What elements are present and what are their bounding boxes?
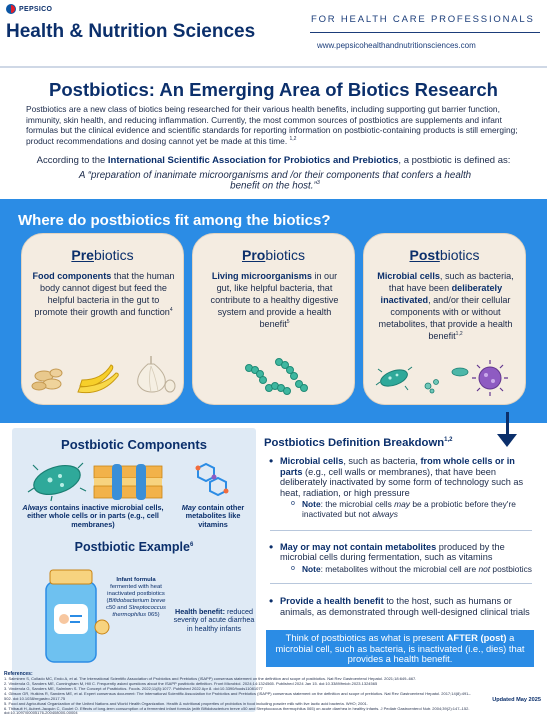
metabolites-icon [186, 460, 236, 502]
reference-item: 5. Food and Agricultural Organization of the United Nations and World Health Organization. Health & nutritional properties of probiotics in food including powder milk with live lactic acid bacteria. WHO; 2001. [4, 700, 368, 706]
example-title: Postbiotic Example$^6$ [74, 540, 194, 554]
food-components-illustration [30, 346, 177, 396]
cell-fragment-icon [425, 380, 439, 394]
card-text-prebiotics: Food components that the human body cannot digest but feed the helpful bacteria in the gut to promote their growth and function$^4$ [32, 271, 175, 317]
reference-item: 6. Thibault H, Aubert-Jacquin C, Goulet O. Effects of long-term consumption of a fermented infant formula (with Bifidobacterium breve c50 and Streptococcus thermophilus 065) on acute diarrhea in healthy infants. J Pediatr Gastroenterol Nutr. 2004;39(2):147–152. doi:10.1097/00005176-200408000-00004 [4, 705, 470, 716]
card-text-probiotics: Living microorganisms in our gut, like helpful bacteria, that contribute to a healthy digestive system and provide a health benefit$^5$ [210, 271, 339, 329]
reference-item: 1. Salminen S, Collado MC, Endo A, et al. The International Scientific Association of Probiotics and Prebiotics (ISAPP) consensus statement on the definition and scope of postbiotics. Nat Rev Gastroenterol Hepatol. 2021;18:649–667. [4, 676, 417, 682]
definition-divider [270, 583, 532, 584]
definition-item-cells: • Microbial cells, such as bacteria, from whole cells or in parts (e.g., cell walls or membranes), that have been deliberately inactivated by some form of technology such as heat, radiation, or high pressure o Note: the microbial cells may be a probiotic before they're inactivated but not always [266, 456, 538, 520]
components-caption-may: May contain other metabolites like vitamins [181, 503, 245, 529]
card-title-postbiotics: Postbiotics [409, 247, 480, 263]
pepsico-logo-icon [6, 4, 16, 14]
virus-cell-icon [472, 360, 508, 396]
references [4, 671, 474, 716]
callout-box: Think of postbiotics as what is present AFTER (post) a microbial cell, such as bacteria, is inactivated (i.e., dies) that provides a health benefit. [266, 630, 534, 667]
intro-paragraph: Postbiotics are a new class of biotics being researched for their various health benefits, including supporting gut barrier function, immunity, skin health, and reducing inflammation. Currently, the most common sources of postbiotics are supplements and infant formulas but the clinical evidence and scientific standards for reporting information on postbiotic-containing products is still emerging; product recommendations and dosing cannot yet be made at this time. $^{1,2}$ [26, 104, 518, 147]
isapp-org: International Scientific Association for Probiotics and Prebiotics [107, 155, 399, 166]
card-title-prebiotics: Prebiotics [71, 247, 134, 263]
inactive-bacterium-icon [376, 367, 412, 390]
cell-membrane-icon [92, 462, 164, 502]
components-caption-always: Always contains inactive microbial cells, either whole cells or in parts (e.g., cell membranes) [22, 503, 164, 529]
definition-divider [270, 530, 532, 531]
biotics-section-title: Where do postbiotics fit among the biotics? [18, 212, 331, 229]
top-divider [0, 66, 547, 68]
oats-icon [32, 369, 62, 390]
infant-formula-icon [40, 566, 102, 666]
bottle-caption: Infant formula fermented with heat inactivated postbiotics (Bifidobacterium breve c50 and Streptococcus thermophilus 065) [106, 577, 166, 618]
references-heading: References: [4, 671, 33, 677]
components-title: Postbiotic Components [61, 437, 207, 452]
definition-item-benefit: • Provide a health benefit to the host, such as humans or animals, as demonstrated through well-designed clinical trials [266, 596, 538, 617]
card-postbiotics [363, 233, 526, 405]
reference-item: 2. Vinderola G, Sanders ME, Cunningham M, Hill C. Frequently asked questions about the ISAPP postbiotic definition. Front Microbiol. 2024;14:1324565. Published 2024 Jan 15. doi:10.3389/fmicb.2023.1324565 [4, 681, 378, 687]
definition-note-metabolites: o Note: metabolites without the microbial cell are not postbiotics [280, 565, 538, 575]
updated-date: Updated May 2025 [492, 697, 541, 703]
card-text-postbiotics: Microbial cells, such as bacteria, that have been deliberately inactivated, and/or their cellular components with or without metabolites, that provide a health benefit$^{1,2}$ [377, 271, 514, 341]
brand-title: Health & Nutrition Sciences [6, 21, 256, 42]
banana-icon [78, 365, 118, 393]
definition-list [266, 456, 538, 628]
page-title: Postbiotics: An Emerging Area of Biotics Research [49, 79, 498, 100]
brand-name: PEPSICO [19, 5, 53, 13]
inactivated-bacteria-illustration [372, 346, 519, 396]
website-link[interactable]: www.pepsicohealthandnutritionsciences.com [317, 41, 476, 50]
definition-item-metabolites: • May or may not contain metabolites produced by the microbial cells during fermentation, such as vitamins o Note: metabolites without the microbial cell are not postbiotics [266, 542, 538, 575]
isapp-line: According to the International Scientific Association for Probiotics and Prebiotics, a postbiotic is defined as: [36, 155, 511, 166]
garlic-icon [138, 356, 175, 392]
definition-quote: A “preparation of inanimate microorganisms and /or their components that confers a health benefit on the host.”$^3$ [78, 170, 472, 192]
bacteria-chain-icon [246, 359, 308, 395]
arrow-down-icon [497, 434, 517, 447]
site-header [0, 0, 547, 62]
bacteria-chains-illustration [201, 346, 348, 396]
header-divider [310, 32, 540, 33]
bacterium-icon [22, 458, 92, 502]
reference-item: 3. Vinderola G, Sanders ME, Salminen S. The Concept of Postbiotics. Foods. 2022;11(8):1077. Published 2022 Apr 8. doi:10.3390/foods11081077 [4, 685, 263, 691]
card-prebiotics [21, 233, 184, 405]
reference-item: 4. Gibson GR, Hutkins R, Sanders ME, et al. Expert consensus document: The International Scientific Association for Probiotics and Prebiotics (ISAPP) consensus statement on the definition and scope of prebiotics. Nat Rev Gastroenterol Hepatol. 2017;14(8):491–502. doi:10.1038/nrgastro.2017.75 [4, 690, 471, 701]
definition-title: Postbiotics Definition Breakdown$^{1,2}$ [264, 437, 453, 449]
card-title-probiotics: Probiotics [241, 247, 306, 263]
hcp-label: FOR HEALTH CARE PROFESSIONALS [311, 14, 535, 25]
definition-note-cells: o Note: the microbial cells may be a probiotic before they're inactivated but not always [280, 500, 538, 519]
formula-scoop-icon [93, 618, 111, 636]
small-bacterium-icon [452, 368, 468, 376]
health-benefit-text: Health benefit: reduced severity of acute diarrhea in healthy infants [173, 607, 255, 633]
brand [6, 4, 52, 14]
card-probiotics [192, 233, 355, 405]
